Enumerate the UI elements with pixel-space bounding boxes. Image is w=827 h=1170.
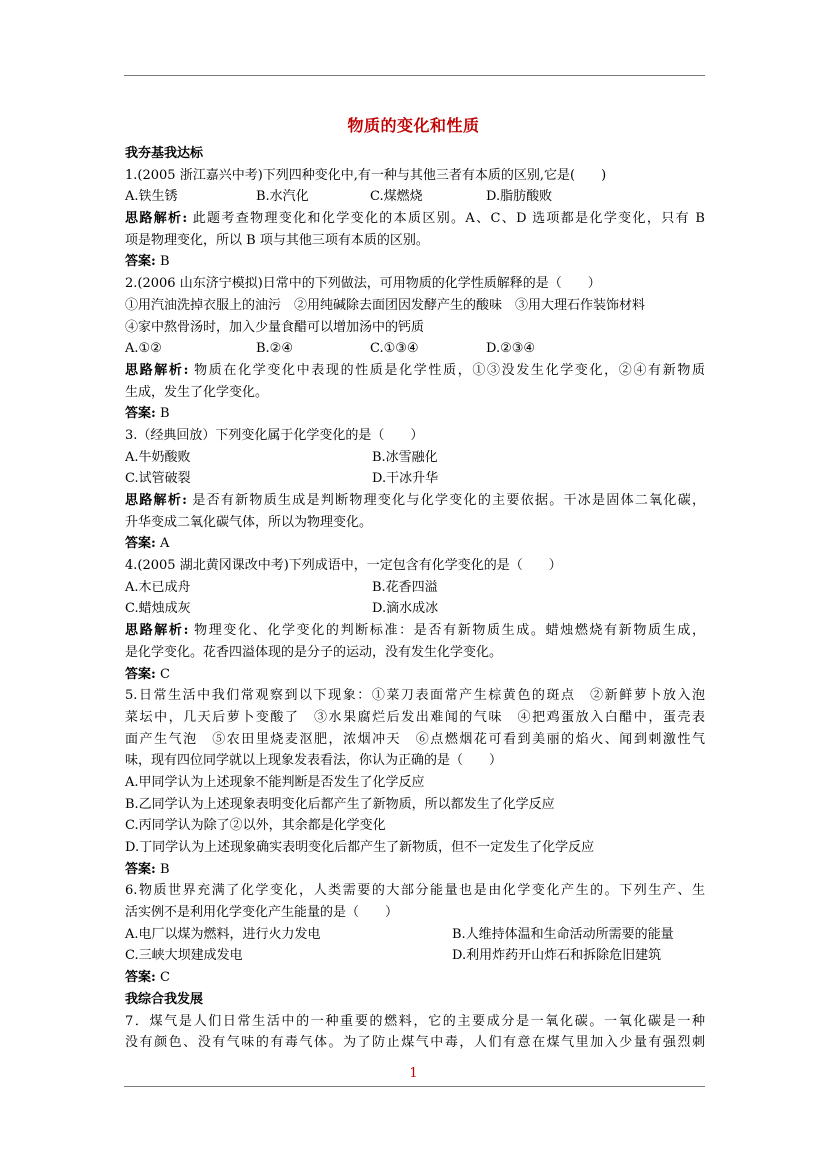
question-5-stem-end: 味，现有四位同学就以上现象发表看法，你认为正确的是（ ）: [125, 753, 503, 769]
option-b: B.乙同学认为上述现象表明变化后都产生了新物质，所以都发生了化学反应: [125, 796, 555, 812]
option-c: C.煤燃烧: [370, 189, 423, 205]
option-c: C.丙同学认为除了②以外，其余都是化学变化: [125, 818, 386, 834]
question-1-analysis-cont: 项是物理变化，所以 B 项与其他三项有本质的区别。: [125, 232, 429, 248]
section-heading: 我夯基我达标: [125, 146, 204, 161]
question-2-items: ①用汽油洗掉衣服上的油污 ②用纯碱除去面团因发酵产生的酸味 ③用大理石作装饰材料: [125, 297, 646, 313]
analysis-label: 思路解析:: [125, 493, 187, 508]
page-title: 物质的变化和性质: [347, 116, 480, 135]
question-6-answer: [125, 967, 705, 989]
option-a: A.①②: [125, 341, 162, 357]
option-d: D.利用炸药开山炸石和拆除危旧建筑: [452, 948, 662, 964]
document-body: [125, 143, 705, 1054]
option-d: D.丁同学认为上述现象确实表明变化后都产生了新物质，但不一定发生了化学反应: [125, 840, 595, 855]
option-d: D.滴水成冰: [372, 601, 439, 617]
question-4-analysis: [125, 620, 705, 642]
question-4-options-row2: [125, 598, 705, 620]
option-b: B.②④: [256, 341, 293, 357]
question-3-options-row2: [125, 468, 705, 490]
answer-label: 答案:: [125, 254, 156, 270]
question-2-items-cont: ④家中熬骨汤时，加入少量食醋可以增加汤中的钙质: [125, 319, 425, 335]
question-5-stem: 5.日常生活中我们常观察到以下现象：①菜刀表面常产生棕黄色的斑点 ②新鲜萝卜放入泡: [125, 688, 705, 704]
question-3-analysis: [125, 490, 705, 512]
option-a: A.牛奶酸败: [125, 449, 191, 465]
option-b: B.人维持体温和生命活动所需要的能量: [452, 926, 674, 942]
question-4-options-row1: [125, 577, 705, 599]
answer-label: 答案:: [125, 406, 156, 422]
question-3-stem: 3.（经典回放）下列变化属于化学变化的是（ ）: [125, 427, 424, 443]
question-6-stem-cont: 活实例不是利用化学变化产生能量的是（ ）: [125, 905, 399, 921]
section-heading: 我综合我发展: [125, 991, 204, 1007]
option-b: B.冰雪融化: [372, 449, 438, 465]
option-d: D.干冰升华: [372, 471, 439, 487]
analysis-label: 思路解析:: [125, 211, 188, 227]
analysis-text: 物质在化学变化中表现的性质是化学性质，①③没发生化学变化，②④有新物质: [188, 362, 705, 378]
question-1-options: [125, 186, 705, 208]
option-a: A.铁生锈: [125, 189, 178, 205]
question-5-stem-cont: 菜坛中，几天后萝卜变酸了 ③水果腐烂后发出难闻的气味 ④把鸡蛋放入白醋中，蛋壳表: [125, 709, 705, 725]
question-1-analysis: [125, 208, 705, 230]
question-2-analysis: [125, 360, 705, 382]
answer-value: B: [155, 406, 170, 422]
option-b: B.花香四溢: [372, 579, 438, 595]
option-c: C.三峡大坝建成发电: [125, 948, 243, 964]
analysis-label: 思路解析:: [125, 362, 189, 378]
question-1-answer: [125, 251, 705, 273]
answer-value: B: [155, 254, 170, 270]
answer-label: 答案:: [125, 536, 156, 552]
question-4-analysis-cont: 是化学变化。花香四溢体现的是分子的运动，没有发生化学变化。: [125, 644, 503, 660]
question-2-answer: [125, 403, 705, 425]
question-4-stem: 4.(2005 湖北黄冈课改中考)下列成语中，一定包含有化学变化的是（ ）: [125, 558, 562, 574]
option-a: A.电厂以煤为燃料，进行火力发电: [125, 926, 321, 942]
answer-label: 答案:: [125, 666, 156, 682]
option-d: D.②③④: [486, 341, 536, 357]
question-2-stem: 2.(2006 山东济宁模拟)日常中的下列做法，可用物质的化学性质解释的是（ ）: [125, 276, 601, 292]
question-7-text: 7．煤气是人们日常生活中的一种重要的燃料，它的主要成分是一氧化碳。一氧化碳是一种: [125, 1013, 705, 1029]
question-3-options-row1: [125, 447, 705, 469]
question-5-answer: [125, 859, 705, 881]
analysis-text: 此题考查物理变化和化学变化的本质区别。A、C、D 选项都是化学变化，只有 B: [187, 211, 705, 227]
option-c: C.试管破裂: [125, 471, 191, 487]
option-d: D.脂肪酸败: [486, 189, 553, 205]
question-2-options: [125, 338, 705, 360]
page-number: 1: [409, 1066, 418, 1081]
option-c: C.蜡烛成灰: [125, 601, 191, 617]
header-rule: [124, 75, 705, 76]
analysis-text: 物理变化、化学变化的判断标准：是否有新物质生成。蜡烛燃烧有新物质生成，: [188, 623, 705, 639]
question-3-analysis-cont: 升华变成二氧化碳气体，所以为物理变化。: [125, 514, 373, 530]
option-c: C.①③④: [370, 341, 419, 357]
footer-rule: [124, 1086, 705, 1087]
answer-label: 答案:: [125, 861, 156, 877]
answer-label: 答案:: [125, 970, 156, 986]
question-6-options-row1: [125, 924, 705, 946]
answer-value: C: [155, 666, 170, 682]
question-3-answer: [125, 533, 705, 555]
question-2-analysis-cont: 生成，发生了化学变化。: [125, 384, 269, 400]
question-6-options-row2: [125, 945, 705, 967]
question-5-stem-cont: 面产生气泡 ⑤农田里烧麦沤肥，浓烟冲天 ⑥点燃烟花可看到美丽的焰火、闻到刺激性气: [125, 731, 705, 747]
question-7-text-cont: 没有颜色、没有气味的有毒气体。为了防止煤气中毒，人们有意在煤气里加入少量有强烈刺: [125, 1035, 705, 1051]
answer-value: B: [155, 861, 170, 877]
option-a: A.甲同学认为上述现象不能判断是否发生了化学反应: [125, 774, 425, 790]
option-b: B.水汽化: [256, 189, 309, 205]
question-6-stem: 6.物质世界充满了化学变化，人类需要的大部分能量也是由化学变化产生的。下列生产、生: [125, 883, 705, 899]
option-a: A.木已成舟: [125, 579, 191, 595]
question-4-answer: [125, 664, 705, 686]
analysis-text: 是否有新物质生成是判断物理变化与化学变化的主要依据。干冰是固体二氧化碳，: [186, 493, 705, 508]
answer-value: A: [155, 536, 170, 552]
answer-value: C: [155, 970, 170, 986]
question-1-stem: 1.(2005 浙江嘉兴中考)下列四种变化中,有一种与其他三者有本质的区别,它是( ): [125, 167, 607, 183]
analysis-label: 思路解析:: [125, 623, 189, 639]
